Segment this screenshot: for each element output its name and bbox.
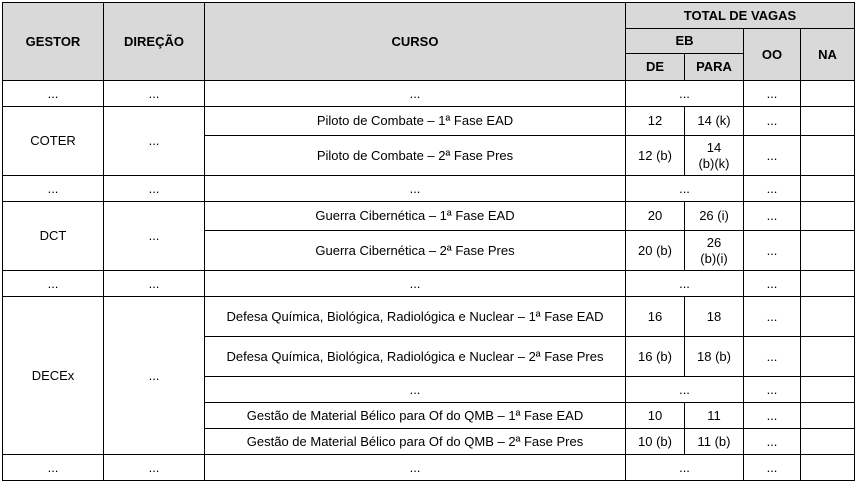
- cell-direcao: ...: [104, 81, 205, 107]
- header-na: NA: [801, 29, 855, 81]
- cell-na: [801, 176, 855, 202]
- cell-para: 11: [685, 403, 744, 429]
- cell-curso: ...: [205, 271, 626, 297]
- cell-oo: ...: [744, 337, 801, 377]
- cell-direcao: ...: [104, 271, 205, 297]
- cell-gestor: ...: [3, 455, 104, 481]
- header-curso: CURSO: [205, 3, 626, 81]
- cell-na: [801, 429, 855, 455]
- cell-oo: ...: [744, 107, 801, 136]
- cell-oo: ...: [744, 136, 801, 176]
- cell-curso: Piloto de Combate – 1ª Fase EAD: [205, 107, 626, 136]
- cell-para: 11 (b): [685, 429, 744, 455]
- table-row: [3, 202, 855, 231]
- cell-de: 16: [626, 297, 685, 337]
- vagas-table: [2, 2, 855, 481]
- cell-de: 20: [626, 202, 685, 231]
- cell-oo: ...: [744, 455, 801, 481]
- cell-oo: ...: [744, 403, 801, 429]
- cell-de: 10: [626, 403, 685, 429]
- cell-oo: ...: [744, 271, 801, 297]
- cell-na: [801, 455, 855, 481]
- cell-curso: Guerra Cibernética – 1ª Fase EAD: [205, 202, 626, 231]
- cell-eb: ...: [626, 455, 744, 481]
- cell-gestor: ...: [3, 81, 104, 107]
- cell-curso: Gestão de Material Bélico para Of do QMB – 1ª Fase EAD: [205, 403, 626, 429]
- cell-de: 12: [626, 107, 685, 136]
- table-row: [3, 176, 855, 202]
- header-eb: EB: [626, 29, 744, 54]
- cell-direcao: ...: [104, 176, 205, 202]
- cell-na: [801, 107, 855, 136]
- cell-direcao: ...: [104, 202, 205, 271]
- cell-eb: ...: [626, 81, 744, 107]
- cell-oo: ...: [744, 176, 801, 202]
- cell-oo: ...: [744, 81, 801, 107]
- cell-curso: Defesa Química, Biológica, Radiológica e Nuclear – 1ª Fase EAD: [205, 297, 626, 337]
- cell-para: 14 (k): [685, 107, 744, 136]
- cell-gestor-dct: DCT: [3, 202, 104, 271]
- cell-para: 26 (i): [685, 202, 744, 231]
- header-total-vagas: TOTAL DE VAGAS: [626, 3, 855, 29]
- cell-eb: ...: [626, 377, 744, 403]
- cell-de: 20 (b): [626, 231, 685, 271]
- cell-curso: Piloto de Combate – 2ª Fase Pres: [205, 136, 626, 176]
- cell-para: 18: [685, 297, 744, 337]
- cell-eb: ...: [626, 176, 744, 202]
- table-row: [3, 271, 855, 297]
- cell-na: [801, 297, 855, 337]
- table-row: [3, 107, 855, 136]
- table-row: [3, 297, 855, 337]
- cell-na: [801, 403, 855, 429]
- cell-na: [801, 136, 855, 176]
- cell-curso: Gestão de Material Bélico para Of do QMB – 2ª Fase Pres: [205, 429, 626, 455]
- cell-curso: ...: [205, 81, 626, 107]
- cell-eb: ...: [626, 271, 744, 297]
- cell-para: 26 (b)(i): [685, 231, 744, 271]
- header-de: DE: [626, 54, 685, 81]
- cell-curso: ...: [205, 176, 626, 202]
- cell-de: 10 (b): [626, 429, 685, 455]
- cell-curso: ...: [205, 455, 626, 481]
- cell-direcao: ...: [104, 107, 205, 176]
- table-row: [3, 81, 855, 107]
- cell-gestor-decex: DECEx: [3, 297, 104, 455]
- cell-oo: ...: [744, 202, 801, 231]
- header-oo: OO: [744, 29, 801, 81]
- cell-para: 14 (b)(k): [685, 136, 744, 176]
- cell-direcao: ...: [104, 297, 205, 455]
- cell-na: [801, 337, 855, 377]
- header-para: PARA: [685, 54, 744, 81]
- cell-na: [801, 271, 855, 297]
- cell-oo: ...: [744, 297, 801, 337]
- cell-na: [801, 202, 855, 231]
- cell-na: [801, 377, 855, 403]
- cell-oo: ...: [744, 429, 801, 455]
- cell-para: 18 (b): [685, 337, 744, 377]
- cell-oo: ...: [744, 231, 801, 271]
- cell-gestor: ...: [3, 176, 104, 202]
- cell-direcao: ...: [104, 455, 205, 481]
- header-direcao: DIREÇÃO: [104, 3, 205, 81]
- cell-na: [801, 81, 855, 107]
- cell-de: 16 (b): [626, 337, 685, 377]
- table-row: [3, 455, 855, 481]
- cell-oo: ...: [744, 377, 801, 403]
- header-gestor: GESTOR: [3, 3, 104, 81]
- cell-gestor-coter: COTER: [3, 107, 104, 176]
- cell-na: [801, 231, 855, 271]
- cell-curso: ...: [205, 377, 626, 403]
- cell-gestor: ...: [3, 271, 104, 297]
- cell-curso: Guerra Cibernética – 2ª Fase Pres: [205, 231, 626, 271]
- cell-de: 12 (b): [626, 136, 685, 176]
- cell-curso: Defesa Química, Biológica, Radiológica e Nuclear – 2ª Fase Pres: [205, 337, 626, 377]
